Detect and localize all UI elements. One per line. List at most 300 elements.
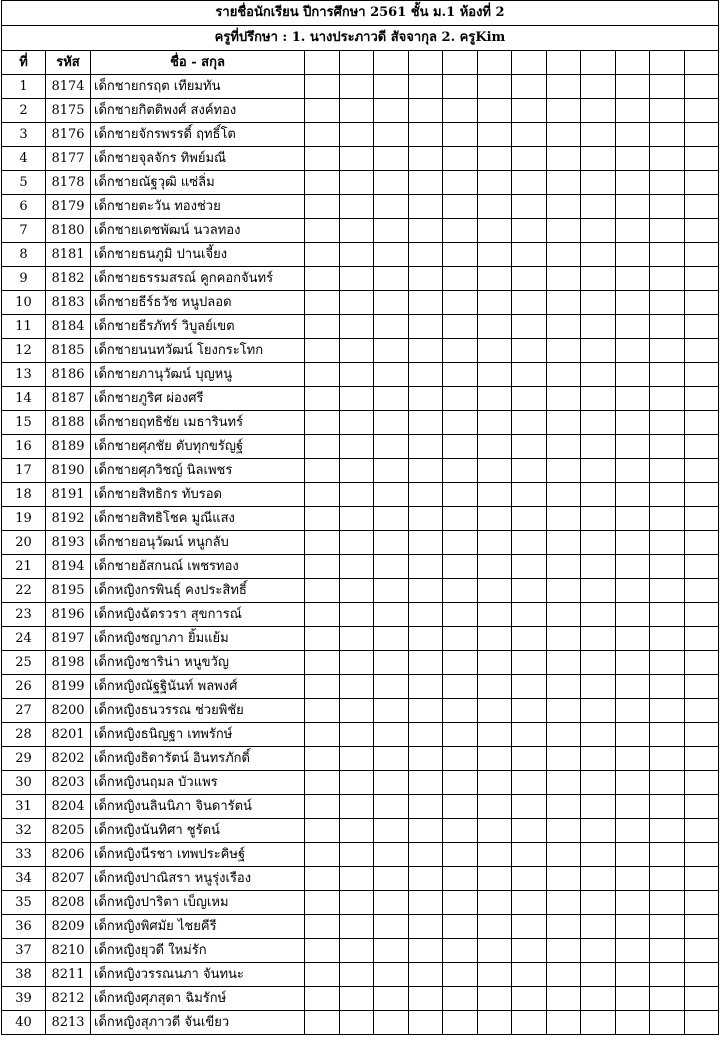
class-roster-sheet [1, 0, 718, 1035]
blank-cell [546, 843, 581, 867]
blank-cell [512, 267, 547, 291]
student-number: 32 [2, 819, 46, 843]
blank-cell [477, 627, 512, 651]
blank-cell [512, 507, 547, 531]
blank-cell [615, 195, 650, 219]
student-id: 8181 [46, 243, 91, 267]
blank-cell [408, 603, 443, 627]
student-name: เด็กหญิงนลินนิภา จินดารัตน์ [91, 795, 305, 819]
blank-cell [339, 747, 374, 771]
advisor-line: ครูที่ปรึกษา : 1. นางประภาวดี สัจจากุล 2. ครูKim [2, 26, 719, 51]
student-id: 8202 [46, 747, 91, 771]
blank-cell [512, 867, 547, 891]
student-id: 8197 [46, 627, 91, 651]
student-row [2, 147, 719, 171]
student-id: 8195 [46, 579, 91, 603]
blank-cell [615, 531, 650, 555]
blank-cell [650, 891, 685, 915]
student-row [2, 123, 719, 147]
blank-cell [477, 699, 512, 723]
blank-cell [650, 963, 685, 987]
blank-cell [339, 843, 374, 867]
student-name: เด็กชายอัสกนณ์ เพชรทอง [91, 555, 305, 579]
student-id: 8208 [46, 891, 91, 915]
blank-cell [305, 267, 340, 291]
blank-cell [615, 435, 650, 459]
student-name: เด็กชายกิตติพงศ์ สงค์ทอง [91, 99, 305, 123]
blank-cell [305, 699, 340, 723]
blank-cell [512, 219, 547, 243]
blank-cell [374, 459, 409, 483]
student-row [2, 723, 719, 747]
blank-cell [374, 699, 409, 723]
blank-cell [305, 411, 340, 435]
student-name: เด็กชายศุภวิชญ์ นิลเพชร [91, 459, 305, 483]
blank-cell [546, 939, 581, 963]
blank-cell [374, 483, 409, 507]
student-name: เด็กหญิงชาริน่า หนูขวัญ [91, 651, 305, 675]
blank-cell [684, 195, 719, 219]
blank-cell [477, 819, 512, 843]
blank-cell [615, 723, 650, 747]
blank-cell [546, 147, 581, 171]
student-name: เด็กหญิงธนวรรณ ช่วยพิชัย [91, 699, 305, 723]
blank-cell [443, 387, 478, 411]
student-name: เด็กหญิงณัฐฐินันท์ พลพงศ์ [91, 675, 305, 699]
blank-cell [408, 123, 443, 147]
student-row [2, 243, 719, 267]
blank-cell [650, 243, 685, 267]
student-id: 8193 [46, 531, 91, 555]
blank-cell [339, 243, 374, 267]
blank-cell [581, 987, 616, 1011]
blank-cell [684, 915, 719, 939]
blank-cell [684, 507, 719, 531]
student-id: 8194 [46, 555, 91, 579]
student-id: 8198 [46, 651, 91, 675]
blank-cell [581, 75, 616, 99]
blank-cell [546, 603, 581, 627]
student-id: 8190 [46, 459, 91, 483]
student-id: 8183 [46, 291, 91, 315]
blank-cell [684, 387, 719, 411]
student-row [2, 291, 719, 315]
blank-cell [581, 339, 616, 363]
student-row [2, 483, 719, 507]
blank-cell [374, 339, 409, 363]
blank-cell [408, 987, 443, 1011]
blank-cell [546, 219, 581, 243]
blank-cell [477, 843, 512, 867]
blank-cell [546, 819, 581, 843]
blank-cell [650, 579, 685, 603]
blank-cell [581, 387, 616, 411]
student-row [2, 699, 719, 723]
student-row [2, 99, 719, 123]
blank-cell [305, 291, 340, 315]
student-id: 8206 [46, 843, 91, 867]
student-id: 8201 [46, 723, 91, 747]
blank-cell [443, 411, 478, 435]
student-name: เด็กชายธีร์ธวัช หนูปลอด [91, 291, 305, 315]
blank-cell [305, 771, 340, 795]
blank-cell [581, 291, 616, 315]
blank-cell [408, 579, 443, 603]
blank-cell [477, 939, 512, 963]
header-blank [443, 51, 478, 75]
blank-cell [305, 363, 340, 387]
blank-cell [374, 891, 409, 915]
student-number: 25 [2, 651, 46, 675]
blank-cell [650, 843, 685, 867]
blank-cell [512, 963, 547, 987]
student-number: 17 [2, 459, 46, 483]
blank-cell [546, 867, 581, 891]
blank-cell [374, 195, 409, 219]
student-name: เด็กชายจุลจักร ทิพย์มณี [91, 147, 305, 171]
student-number: 26 [2, 675, 46, 699]
blank-cell [339, 435, 374, 459]
student-row [2, 963, 719, 987]
blank-cell [443, 339, 478, 363]
student-id: 8211 [46, 963, 91, 987]
blank-cell [581, 99, 616, 123]
blank-cell [443, 651, 478, 675]
student-row [2, 363, 719, 387]
student-row [2, 507, 719, 531]
blank-cell [339, 891, 374, 915]
blank-cell [684, 531, 719, 555]
blank-cell [546, 195, 581, 219]
blank-cell [443, 987, 478, 1011]
blank-cell [374, 387, 409, 411]
blank-cell [408, 387, 443, 411]
blank-cell [650, 699, 685, 723]
blank-cell [581, 915, 616, 939]
blank-cell [339, 555, 374, 579]
student-name: เด็กชายสิทธิโชค มูณีแสง [91, 507, 305, 531]
student-row [2, 795, 719, 819]
blank-cell [512, 387, 547, 411]
blank-cell [546, 747, 581, 771]
blank-cell [339, 219, 374, 243]
blank-cell [374, 75, 409, 99]
student-name: เด็กชายเตชพัฒน์ นวลทอง [91, 219, 305, 243]
student-id: 8207 [46, 867, 91, 891]
blank-cell [374, 123, 409, 147]
student-row [2, 843, 719, 867]
blank-cell [339, 483, 374, 507]
student-number: 33 [2, 843, 46, 867]
blank-cell [684, 819, 719, 843]
student-row [2, 1011, 719, 1035]
blank-cell [305, 147, 340, 171]
student-number: 28 [2, 723, 46, 747]
blank-cell [546, 1011, 581, 1035]
blank-cell [339, 531, 374, 555]
student-row [2, 459, 719, 483]
blank-cell [305, 987, 340, 1011]
blank-cell [684, 987, 719, 1011]
student-id: 8209 [46, 915, 91, 939]
blank-cell [374, 963, 409, 987]
blank-cell [650, 531, 685, 555]
header-no: ที่ [2, 51, 46, 75]
blank-cell [684, 771, 719, 795]
blank-cell [305, 915, 340, 939]
roster-body [2, 75, 719, 1035]
blank-cell [477, 459, 512, 483]
student-name: เด็กหญิงนันทิศา ชูรัตน์ [91, 819, 305, 843]
blank-cell [408, 1011, 443, 1035]
blank-cell [615, 867, 650, 891]
blank-cell [443, 147, 478, 171]
blank-cell [650, 795, 685, 819]
student-number: 16 [2, 435, 46, 459]
blank-cell [477, 915, 512, 939]
blank-cell [581, 267, 616, 291]
blank-cell [581, 195, 616, 219]
student-id: 8189 [46, 435, 91, 459]
blank-cell [684, 315, 719, 339]
blank-cell [581, 867, 616, 891]
blank-cell [650, 987, 685, 1011]
blank-cell [443, 123, 478, 147]
blank-cell [374, 603, 409, 627]
blank-cell [684, 651, 719, 675]
student-id: 8196 [46, 603, 91, 627]
column-header-row [2, 51, 719, 75]
blank-cell [512, 915, 547, 939]
blank-cell [477, 387, 512, 411]
blank-cell [339, 171, 374, 195]
blank-cell [443, 627, 478, 651]
blank-cell [305, 819, 340, 843]
blank-cell [512, 171, 547, 195]
blank-cell [339, 627, 374, 651]
blank-cell [650, 171, 685, 195]
blank-cell [477, 747, 512, 771]
student-number: 10 [2, 291, 46, 315]
blank-cell [443, 867, 478, 891]
student-id: 8186 [46, 363, 91, 387]
blank-cell [339, 267, 374, 291]
blank-cell [443, 315, 478, 339]
student-id: 8185 [46, 339, 91, 363]
student-row [2, 819, 719, 843]
blank-cell [615, 819, 650, 843]
blank-cell [339, 147, 374, 171]
blank-cell [408, 195, 443, 219]
blank-cell [339, 507, 374, 531]
blank-cell [650, 507, 685, 531]
student-number: 35 [2, 891, 46, 915]
blank-cell [684, 363, 719, 387]
student-number: 24 [2, 627, 46, 651]
blank-cell [512, 891, 547, 915]
blank-cell [408, 411, 443, 435]
blank-cell [408, 267, 443, 291]
student-row [2, 75, 719, 99]
student-row [2, 219, 719, 243]
blank-cell [615, 675, 650, 699]
blank-cell [615, 627, 650, 651]
student-number: 18 [2, 483, 46, 507]
blank-cell [305, 579, 340, 603]
blank-cell [374, 219, 409, 243]
header-blank [477, 51, 512, 75]
blank-cell [477, 507, 512, 531]
header-blank [339, 51, 374, 75]
blank-cell [650, 555, 685, 579]
blank-cell [650, 771, 685, 795]
blank-cell [546, 555, 581, 579]
blank-cell [581, 171, 616, 195]
blank-cell [512, 675, 547, 699]
blank-cell [443, 675, 478, 699]
student-name: เด็กหญิงยุวดี ใหม่รัก [91, 939, 305, 963]
blank-cell [305, 1011, 340, 1035]
blank-cell [615, 291, 650, 315]
blank-cell [408, 219, 443, 243]
blank-cell [305, 219, 340, 243]
blank-cell [615, 411, 650, 435]
blank-cell [305, 747, 340, 771]
blank-cell [339, 579, 374, 603]
blank-cell [615, 147, 650, 171]
blank-cell [615, 387, 650, 411]
blank-cell [546, 315, 581, 339]
blank-cell [339, 75, 374, 99]
blank-cell [512, 555, 547, 579]
student-row [2, 867, 719, 891]
blank-cell [477, 1011, 512, 1035]
blank-cell [684, 963, 719, 987]
blank-cell [512, 579, 547, 603]
blank-cell [581, 459, 616, 483]
blank-cell [546, 483, 581, 507]
blank-cell [305, 387, 340, 411]
blank-cell [615, 339, 650, 363]
blank-cell [650, 195, 685, 219]
blank-cell [408, 171, 443, 195]
blank-cell [339, 651, 374, 675]
blank-cell [477, 123, 512, 147]
blank-cell [615, 963, 650, 987]
blank-cell [615, 771, 650, 795]
blank-cell [305, 603, 340, 627]
blank-cell [684, 171, 719, 195]
blank-cell [581, 627, 616, 651]
blank-cell [374, 651, 409, 675]
blank-cell [443, 531, 478, 555]
blank-cell [615, 363, 650, 387]
blank-cell [477, 723, 512, 747]
blank-cell [443, 555, 478, 579]
blank-cell [408, 483, 443, 507]
blank-cell [305, 483, 340, 507]
blank-cell [581, 675, 616, 699]
blank-cell [581, 699, 616, 723]
student-id: 8213 [46, 1011, 91, 1035]
blank-cell [581, 243, 616, 267]
blank-cell [408, 243, 443, 267]
header-blank [650, 51, 685, 75]
student-name: เด็กชายภานุวัฒน์ บุญหนู [91, 363, 305, 387]
blank-cell [581, 435, 616, 459]
blank-cell [581, 1011, 616, 1035]
blank-cell [512, 987, 547, 1011]
blank-cell [408, 627, 443, 651]
student-name: เด็กหญิงสุภาวดี จันเขียว [91, 1011, 305, 1035]
blank-cell [305, 627, 340, 651]
student-row [2, 195, 719, 219]
blank-cell [650, 483, 685, 507]
student-number: 21 [2, 555, 46, 579]
blank-cell [615, 123, 650, 147]
blank-cell [650, 675, 685, 699]
blank-cell [305, 891, 340, 915]
blank-cell [615, 171, 650, 195]
blank-cell [374, 1011, 409, 1035]
blank-cell [581, 555, 616, 579]
blank-cell [374, 267, 409, 291]
blank-cell [305, 723, 340, 747]
blank-cell [305, 99, 340, 123]
blank-cell [581, 579, 616, 603]
blank-cell [477, 315, 512, 339]
blank-cell [546, 963, 581, 987]
blank-cell [477, 675, 512, 699]
blank-cell [650, 411, 685, 435]
blank-cell [443, 771, 478, 795]
blank-cell [546, 291, 581, 315]
blank-cell [650, 339, 685, 363]
blank-cell [339, 339, 374, 363]
blank-cell [650, 867, 685, 891]
blank-cell [477, 651, 512, 675]
blank-cell [546, 243, 581, 267]
student-name: เด็กชายสิทธิกร ทับรอด [91, 483, 305, 507]
blank-cell [443, 483, 478, 507]
blank-cell [443, 459, 478, 483]
blank-cell [443, 219, 478, 243]
blank-cell [512, 939, 547, 963]
blank-cell [684, 699, 719, 723]
student-id: 8178 [46, 171, 91, 195]
student-row [2, 315, 719, 339]
blank-cell [374, 867, 409, 891]
blank-cell [650, 315, 685, 339]
blank-cell [339, 291, 374, 315]
blank-cell [443, 99, 478, 123]
student-name: เด็กชายตะวัน ทองช่วย [91, 195, 305, 219]
blank-cell [650, 1011, 685, 1035]
blank-cell [512, 651, 547, 675]
header-blank [615, 51, 650, 75]
blank-cell [684, 939, 719, 963]
student-number: 1 [2, 75, 46, 99]
blank-cell [408, 891, 443, 915]
blank-cell [408, 363, 443, 387]
blank-cell [339, 963, 374, 987]
blank-cell [443, 579, 478, 603]
blank-cell [512, 771, 547, 795]
blank-cell [443, 75, 478, 99]
blank-cell [374, 795, 409, 819]
student-id: 8212 [46, 987, 91, 1011]
student-id: 8210 [46, 939, 91, 963]
